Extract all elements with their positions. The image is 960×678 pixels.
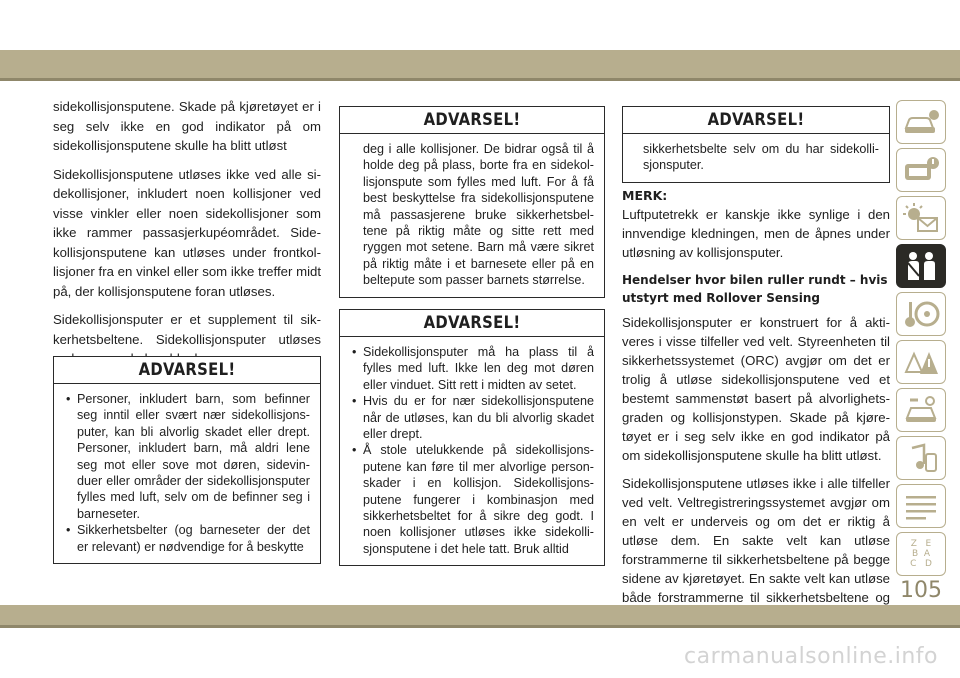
warning-box (339, 309, 605, 566)
column-left (53, 97, 321, 378)
sun-envelope-icon (902, 202, 940, 234)
warning-bullet: • Sikkerhetsbelter (og barneseter der det er relevant) er nødvendige for å beskytte (66, 522, 310, 555)
header-rule (0, 78, 960, 81)
chapter-tabs (896, 100, 946, 580)
warning-box (53, 356, 321, 564)
warning-bullet: • Å stole utelukkende på sidekollisjonsputene kan føre til mer alvorlige personskader i en kollisjon. Sidekollisjonsputene fungerer i kombinasjon med sikkerhetsbeltet for å sikre deg godt. I noen kollisjoner utløses ikke sidekollisjonsputene i det hele tatt. Bruk alltid (352, 442, 594, 557)
paragraph: Sidekollisjonsputer er konstruert for å aktiveres i visse tilfeller ved velt. Styreenheten til sikkerhetssystemet (ORC) avgjør om det er trolig å utløse sidekollisjonsputene ved et bestemt sammenstøt basert på alvorlighetsgraden og kollisjonstypen. Skade på kjøretøyet er i seg selv ikke en god indikator på om sidekollisjonsputene skulle ha blitt utløst. (622, 315, 890, 463)
index-list-icon (902, 490, 940, 522)
tab-dashboard-warning[interactable] (896, 148, 946, 192)
paragraph: sidekollisjonsputene. Skade på kjøretøyet er i seg selv ikke en god indikator på om sidekollisjonsputene skulle ha blitt utløst (53, 99, 321, 153)
car-service-icon (902, 394, 940, 426)
warning-title: ADVARSEL! (54, 357, 320, 384)
watermark-text: carmanualsonline.info (684, 644, 938, 669)
car-info-icon (902, 106, 940, 138)
top-margin (0, 0, 960, 50)
paragraph: Sidekollisjonsputene utløses ikke ved alle sidekollisjoner, inkludert noen kollisjoner ved visse vinkler eller noen sidekollisjoner som ikke rammer passasjerkupéområdet. Sidekollisjonsputene kan utløses under frontkollisjoner fra en vinkel eller som ikke treffer midt på, der kollisjonsputene foran utløses. (53, 166, 321, 299)
note-label: MERK: (622, 188, 668, 203)
warning-text: deg i alle kollisjoner. De bidrar også til å holde deg på plass, borte fra en sidekollisjonspute som fylles med luft. For å få best beskyttelse fra sidekollisjonsputene må passasjerene bruke sikkerhetsbeltene på riktig måte og sitte rett med ryggen mot setene. Barn må være sikret på riktig måte i et barnesete eller på en beltepute som passer barnets størrelse. (363, 142, 594, 288)
footer-rule (0, 625, 960, 628)
warning-body (340, 337, 604, 565)
tab-car-info[interactable] (896, 100, 946, 144)
tab-music-phone[interactable] (896, 436, 946, 480)
warning-bullet: • Personer, inkludert barn, som befinner seg inntil eller svært nær sidekollisjonsputer, kan bli alvorlig skadet eller drept. Personer, inkludert barn, må aldri lene seg mot eller sove mot døren, sidevinduer eller områder der sidekollisjonsputer fylles med luft, selv om de befinner seg i barneseter. (66, 391, 310, 522)
roadside-warning-icon (902, 346, 940, 378)
warning-title: ADVARSEL! (340, 310, 604, 337)
warning-bullet: • Sidekollisjonsputer må ha plass til å fylles med luft. Ikke len deg mot døren eller vinduet. Sitt rett i midten av setet. (352, 344, 594, 393)
column-right (622, 186, 890, 635)
tab-roadside-warning[interactable] (896, 340, 946, 384)
page-number: 105 (900, 578, 942, 603)
alphabet-index-icon: Z E B A C D (910, 539, 932, 569)
music-phone-icon (902, 442, 940, 474)
key-steering-icon (902, 298, 940, 330)
seatbelt-airbag-icon (902, 250, 940, 282)
tab-sun-envelope[interactable] (896, 196, 946, 240)
tab-index-list[interactable] (896, 484, 946, 528)
warning-bullet: • Hvis du er for nær sidekollisjonsputene når de utløses, kan du bli alvorlig skadet eller drept. (352, 393, 594, 442)
dashboard-warning-icon (902, 154, 940, 186)
section-heading: Hendelser hvor bilen ruller rundt – hvis utstyrt med Rollover Sensing (622, 273, 888, 305)
warning-box-continued (622, 106, 890, 183)
warning-box-continued (339, 106, 605, 298)
paragraph: Sidekollisjonsputer er et supplement til sikkerhetsbeltene. Sidekollisjonsputer utløses (53, 312, 321, 347)
warning-text: sikkerhetsbelte selv om du har sidekollisjonsputer. (643, 142, 879, 173)
footer-band (0, 605, 960, 625)
warning-body (54, 384, 320, 563)
header-band (0, 50, 960, 78)
warning-title: ADVARSEL! (623, 107, 889, 134)
tab-car-service[interactable] (896, 388, 946, 432)
tab-seatbelt-airbag[interactable] (896, 244, 946, 288)
warning-body (623, 134, 889, 182)
tab-alphabet-index[interactable] (896, 532, 946, 576)
warning-body (340, 134, 604, 297)
warning-title: ADVARSEL! (340, 107, 604, 134)
note-text: Luftputetrekk er kanskje ikke synlige i den innvendige kledningen, men de åpnes under utløsning av kollisjonsputer. (622, 207, 890, 260)
paragraph: Sidekollisjonsputene utløses ikke i alle tilfeller ved velt. Veltregistreringssystemet avgjør om en velt er underveis og om det er riktig å utløse dem. En sakte velt kan utløse forstrammerne til sikkerhetsbeltene på begge sidene av kjøretøyet. En sakte velt kan utløse både forstrammerne til sikkerhetsbeltene og (622, 476, 890, 605)
tab-key-steering[interactable] (896, 292, 946, 336)
